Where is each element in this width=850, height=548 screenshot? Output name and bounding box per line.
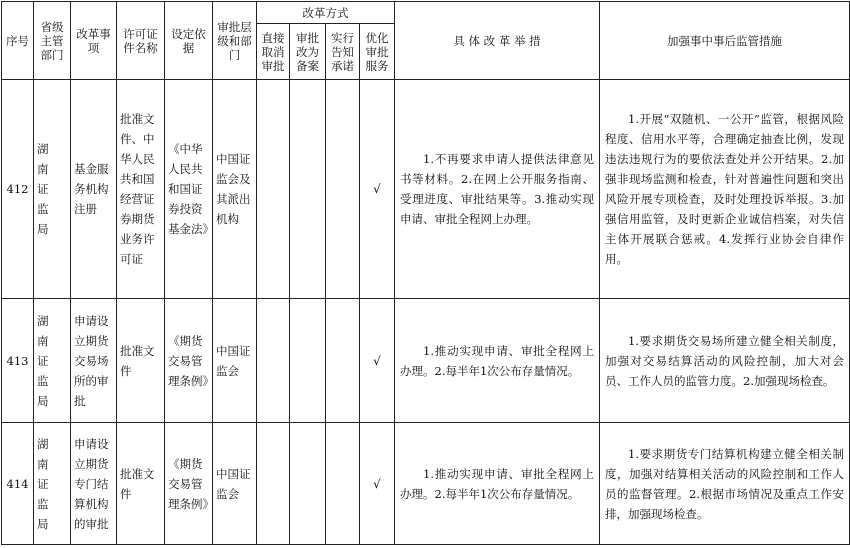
- table-row: [2, 423, 850, 545]
- row-license: 批准文件、中华人民共和国经营证券期货业务许可证: [117, 80, 165, 299]
- row-promise: [326, 80, 360, 299]
- row-license: 批准文件: [117, 299, 165, 423]
- header-method-optimize: 优化审批服务: [360, 24, 395, 80]
- header-measures: 具 体 改 革 举 措: [395, 2, 600, 80]
- header-item: 改革事项: [71, 2, 117, 80]
- row-record: [290, 80, 326, 299]
- row-record: [290, 423, 326, 545]
- header-row-1: [2, 2, 850, 24]
- header-method-promise: 实行告知承诺: [326, 24, 360, 80]
- row-level: 中国证监会及其派出机构: [213, 80, 257, 299]
- header-level: 审批层级和部门: [213, 2, 257, 80]
- row-item: 申请设立期货交易场所的审批: [71, 299, 117, 423]
- row-basis: 《期货交易管理条例》: [165, 423, 213, 545]
- header-method-record: 审批改为备案: [290, 24, 326, 80]
- row-cancel: [257, 423, 290, 545]
- row-optimize-check: √: [360, 299, 395, 423]
- row-dept: 湖南证监局: [34, 299, 71, 423]
- table-row: [2, 299, 850, 423]
- header-license: 许可证件名称: [117, 2, 165, 80]
- header-supervision: 加强事中事后监管措施: [600, 2, 850, 80]
- row-license: 批准文件: [117, 423, 165, 545]
- header-method-cancel: 直接取消审批: [257, 24, 290, 80]
- row-measures: 1.不再要求申请人提供法律意见书等材料。2.在网上公开服务指南、受理进度、审批结果等。3.推动实现申请、审批全程网上办理。: [395, 80, 600, 299]
- row-record: [290, 299, 326, 423]
- table-row: [2, 80, 850, 299]
- row-optimize-check: √: [360, 423, 395, 545]
- row-supervision: 1.要求期货交易场所建立健全相关制度，加强对交易结算活动的风险控制，加大对会员、工作人员的监管力度。2.加强现场检查。: [600, 299, 850, 423]
- row-cancel: [257, 80, 290, 299]
- row-seq: 412: [2, 80, 34, 299]
- row-item: 申请设立期货专门结算机构的审批: [71, 423, 117, 545]
- row-promise: [326, 423, 360, 545]
- row-level: 中国证监会: [213, 299, 257, 423]
- row-optimize-check: √: [360, 80, 395, 299]
- row-measures: 1.推动实现申请、审批全程网上办理。2.每半年1次公布存量情况。: [395, 299, 600, 423]
- row-dept: 湖南证监局: [34, 423, 71, 545]
- row-basis: 《中华人民共和国证券投资基金法》: [165, 80, 213, 299]
- row-seq: 413: [2, 299, 34, 423]
- row-supervision: 1.开展“双随机、一公开”监管，根据风险程度、信用水平等，合理确定抽查比例，发现违法违规行为的要依法查处并公开结果。2.加强非现场监测和检查，针对普遍性问题和突出风险开展专项检查，及时处理投诉举报。3.加强信用监管，及时更新企业诚信档案，对失信主体开展联合惩戒。4.发挥行业协会自律作用。: [600, 80, 850, 299]
- row-supervision: 1.要求期货专门结算机构建立健全相关制度，加强对结算相关活动的风险控制和工作人员的监督管理。2.根据市场情况及重点工作安排，加强现场检查。: [600, 423, 850, 545]
- row-dept: 湖南证监局: [34, 80, 71, 299]
- row-seq: 414: [2, 423, 34, 545]
- row-measures: 1.推动实现申请、审批全程网上办理。2.每半年1次公布存量情况。: [395, 423, 600, 545]
- reform-table: [1, 1, 850, 545]
- row-cancel: [257, 299, 290, 423]
- row-item: 基金服务机构注册: [71, 80, 117, 299]
- header-method-group: 改革方式: [257, 2, 395, 24]
- header-dept: 省级主管部门: [34, 2, 71, 80]
- row-basis: 《期货交易管理条例》: [165, 299, 213, 423]
- header-seq: 序号: [2, 2, 34, 80]
- header-basis: 设定依据: [165, 2, 213, 80]
- row-promise: [326, 299, 360, 423]
- row-level: 中国证监会: [213, 423, 257, 545]
